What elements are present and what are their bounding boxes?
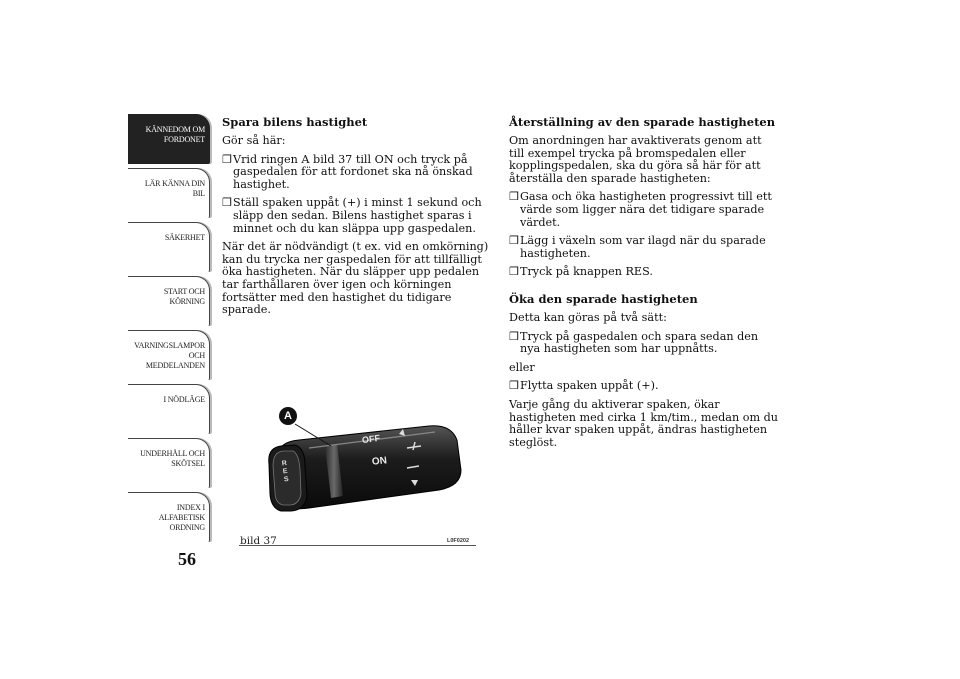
- bullet-text: Vrid ringen A bild 37 till ON och tryck på gaspedalen för att fordonet ska nå önskad hastighet.: [233, 152, 473, 191]
- body-paragraph: När det är nödvändigt (t ex. vid en omkörning) kan du trycka ner gaspedalen för att tillfälligt öka hastigheten. När du släpper upp pedalen tar farthållaren över igen och körningen fortsätter med den hastighet du tidigare sparade.: [222, 240, 489, 317]
- tab-start-och-korning[interactable]: START OCH KÖRNING: [128, 276, 210, 326]
- bullet-text: Tryck på knappen RES.: [520, 265, 653, 279]
- body-paragraph: Detta kan göras på två sätt:: [509, 310, 667, 324]
- list-item: [222, 197, 494, 235]
- checkbox-bullet-icon: ❒: [509, 329, 519, 343]
- bullet-text: Tryck på gaspedalen och spara sedan den nya hastigheten som har uppnåtts.: [520, 329, 759, 356]
- page-number: 56: [178, 549, 196, 569]
- list-item: [509, 235, 779, 260]
- list-item: [222, 154, 494, 192]
- list-item: [509, 380, 779, 393]
- tab-lar-kanna-din-bil[interactable]: LÄR KÄNNA DIN BIL: [128, 168, 210, 218]
- figure-lever: [239, 384, 476, 546]
- section-heading-spara: Spara bilens hastighet: [222, 115, 368, 129]
- bullet-text: Lägg i växeln som var ilagd när du sparade hastigheten.: [520, 234, 766, 260]
- checkbox-bullet-icon: ❒: [509, 265, 519, 279]
- list-item: [509, 266, 779, 279]
- section-heading-aterstallning: Återställning av den sparade hastigheten: [509, 115, 776, 129]
- off-label: OFF: [361, 432, 381, 446]
- tab-varningslampor[interactable]: VARNINGSLAMPOR OCH MEDDELANDEN: [128, 330, 210, 380]
- bullet-text: Flytta spaken uppåt (+).: [520, 379, 659, 393]
- cruise-control-lever-illustration: [239, 384, 476, 534]
- figure-code: L0F0202: [447, 538, 470, 544]
- callout-a-badge: A: [279, 407, 297, 425]
- checkbox-bullet-icon: ❒: [509, 379, 519, 393]
- on-label: ON: [371, 455, 388, 468]
- tab-sakerhet[interactable]: SÄKERHET: [128, 222, 210, 272]
- column-right: [509, 116, 779, 455]
- list-item: [509, 191, 779, 229]
- chapter-sidebar: [128, 114, 210, 546]
- checkbox-bullet-icon: ❒: [509, 190, 519, 204]
- intro-text: Gör så här:: [222, 134, 286, 147]
- tab-index[interactable]: INDEX I ALFABETISK ORDNING: [128, 492, 210, 542]
- res-label: RES: [281, 459, 290, 484]
- list-item: [509, 331, 779, 356]
- or-text: eller: [509, 360, 535, 374]
- figure-caption: bild 37: [240, 535, 277, 547]
- body-paragraph: Varje gång du aktiverar spaken, ökar hastigheten med cirka 1 km/tim., medan om du håller kvar spaken uppåt, ändras hastigheten steglöst.: [509, 397, 778, 449]
- checkbox-bullet-icon: ❒: [509, 234, 519, 248]
- checkbox-bullet-icon: ❒: [222, 152, 232, 166]
- section-heading-oka: Öka den sparade hastigheten: [509, 291, 698, 306]
- tab-kannedom-om-fordonet[interactable]: KÄNNEDOM OM FORDONET: [128, 114, 210, 164]
- bullet-text: Gasa och öka hastigheten progressivt till ett värde som ligger nära det tidigare sparade värdet.: [520, 190, 772, 229]
- tab-i-nodlage[interactable]: I NÖDLÄGE: [128, 384, 210, 434]
- bullet-text: Ställ spaken uppåt (+) i minst 1 sekund och släpp den sedan. Bilens hastighet sparas i minnet och du kan släppa upp gaspedalen.: [233, 196, 482, 235]
- checkbox-bullet-icon: ❒: [222, 196, 232, 210]
- tab-underhall-och-skotsel[interactable]: UNDERHÅLL OCH SKÖTSEL: [128, 438, 210, 488]
- body-paragraph: Om anordningen har avaktiverats genom att till exempel trycka på bromspedalen eller kopplingspedalen, ska du göra så här för att återställa den sparade hastigheten:: [509, 134, 762, 185]
- column-left: [222, 116, 494, 323]
